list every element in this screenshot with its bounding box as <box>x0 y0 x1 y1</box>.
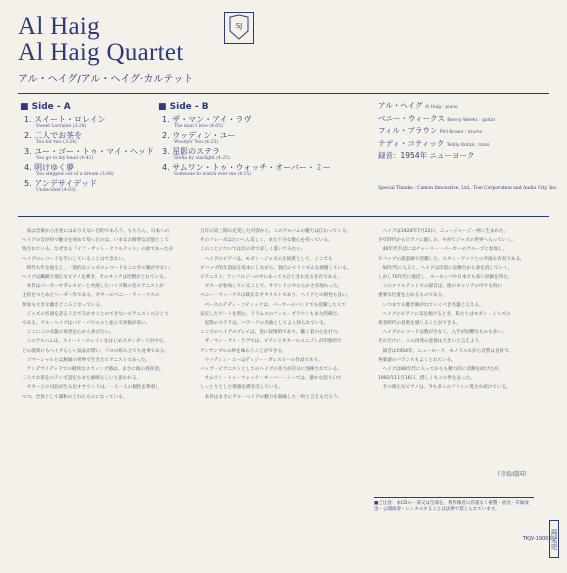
liner-notes-line: バップ・ピアニストとしてのヘイグの実力が存分に発揮されている。 <box>200 367 343 373</box>
liner-notes-line: 参加も大きな聴きどころとなっている。 <box>22 302 105 308</box>
liner-notes-line: アンサンブルの妙を味わうことができる。 <box>200 348 287 354</box>
liner-notes-line: つつ、全体として調和のとれたものになっている。 <box>22 394 128 400</box>
liner-notes-line: このクァルテットでの録音は、彼のキャリアの中でも特に <box>378 284 503 290</box>
album-title: Al Haig Quartet <box>18 39 184 66</box>
personnel-name-japanese: フィル・ブラウン <box>378 126 438 135</box>
personnel-name-japanese: ベニー・ウィークス <box>378 113 445 123</box>
liner-notes-line: 黄金時代の息吹を感じることができる。 <box>378 321 461 327</box>
liner-notes-line: それだけに、この再発の意義は大きいと言えよう。 <box>378 339 484 345</box>
track-title-english: The man I love (4:05) <box>174 124 223 129</box>
special-thanks: Special Thanks : Camon Innovative, Ltd., Toei Corporation and Audio City, Inc. <box>378 186 558 191</box>
title-block <box>18 14 193 85</box>
track-title-japanese: 3. 星影のステラ <box>162 147 221 156</box>
album-title-artist: Al Haig <box>18 13 100 40</box>
side-a-tracklist <box>24 115 154 195</box>
liner-notes-line: 星影のステラは、バラードの名曲としてよく知られている。 <box>200 321 329 327</box>
liner-notes-line: ヘイグは1924年7月22日、ニュージャージー州に生まれた。 <box>378 229 509 234</box>
personnel-name-english: Teddy Kotick : bass <box>446 142 490 148</box>
track-item <box>24 147 154 162</box>
personnel-name-japanese: アル・ヘイグ <box>378 101 423 110</box>
liner-notes-line: しかし70年代に復活し、ヨーロッパや日本でも高い評価を得た。 <box>378 275 513 281</box>
track-title-english: Sweet Lorraine (3:28) <box>36 124 87 129</box>
liner-notes-line: ピアニスト、アンソロジーの中にあってもひときわ光る存在である。 <box>200 275 342 281</box>
liner-notes-line: ギターとの対話が生み出すサウンドは、一人一人の個性を尊重し <box>22 385 160 391</box>
track-title-japanese: 2. 二人でお茶を <box>24 131 83 140</box>
liner-notes-line: 1982年11月16日、惜しくもこの世を去った。 <box>378 376 475 382</box>
liner-notes-column-2 <box>200 227 365 547</box>
liner-notes-line: である。アル・ヘイグはバド・パウエルと並んで評価が高い。 <box>22 321 151 327</box>
personnel-row <box>378 139 495 152</box>
track-title-english: You go to my head (4:42) <box>36 156 93 161</box>
liner-notes-line: 録音は1954年、ニューヨーク。モノラルながら音質は良好で、 <box>378 348 514 354</box>
track-title-japanese: 4. サムワン・トゥ・ウォッチ・オーバー・ミー <box>162 163 331 172</box>
liner-notes-line: 二人でお茶をのテンポ設定もまた素晴らしいと思われる。 <box>22 376 142 382</box>
track-title-japanese: 1. ザ・マン・アイ・ラヴ <box>162 115 252 124</box>
track-title-english: You stepped out of a dream (3:08) <box>36 172 114 177</box>
liner-notes-line: そのフレーズはたいへん美しく、また十分な歌心を持っている。 <box>200 238 333 244</box>
liner-notes-line: どの演奏にもヘイグらしい気品が漂い、ソロの組み立ても見事である。 <box>22 348 169 354</box>
copyright-notice: ■ご注意：本CDの一部又は全部を、著作権者の許諾なく複製・放送・有線放送・公開演奏・レンタルすることは法律で禁じられています。 <box>374 497 534 513</box>
personnel-name-english: Phil Brown : drums <box>439 130 483 135</box>
track-item <box>162 147 331 162</box>
personnel-list <box>378 101 495 164</box>
svg-text:SJ: SJ <box>235 22 243 30</box>
liner-notes-line: 少年時代からピアノに親しみ、やがてジャズの世界へ入っていく。 <box>378 238 516 244</box>
track-title-japanese: 3. ユー・ゴー・トゥ・マイ・ヘッド <box>24 147 154 156</box>
liner-notes-line: 残されている。なぜなら『イフ・ザット・クァルテット』の頃であったが <box>22 247 174 253</box>
liner-notes-column-1 <box>22 227 187 547</box>
track-item <box>162 163 331 178</box>
divider-bottom <box>18 216 549 217</box>
track-item <box>162 131 331 146</box>
track-title-english: Stella by starlight (4:25) <box>174 156 230 161</box>
track-title-japanese: 4. 明けゆく夢 <box>24 163 75 172</box>
liner-notes-line: 各楽器のバランスもよくとれている。 <box>378 357 456 363</box>
track-title-english: Someone to watch over me (4:15) <box>174 172 252 177</box>
liner-notes-line: ここにこの名盤の再発を心から喜びたい。 <box>22 330 114 336</box>
liner-notes-line: サムワン・トゥ・ウォッチ・オーバー・ミーでは、静かな語り口で <box>200 376 342 382</box>
track-title-japanese: 5. アンデサイデッド <box>24 179 98 188</box>
personnel-row <box>378 151 495 164</box>
liner-notes-line: その端正なピアノは、今も多くのファンに愛され続けている。 <box>378 385 511 391</box>
catalog-number: TKJV-19006 <box>523 536 552 542</box>
liner-notes-line: ヘイグのピアノは、モダン・ジャズの正統派として、ここでも <box>200 256 333 262</box>
album-title-japanese: アル・ヘイグ/アル・ヘイグ·カルテット <box>18 74 194 85</box>
liner-notes-line: 真は音楽から出発にはありえない目的であろう。もちろん、日本への <box>22 229 170 234</box>
liner-notes-line: ビバップ的な語法を基本にしながら、独自のリリシズムを展開している。 <box>200 265 352 271</box>
liner-notes-line: ジャズの名演を語るうえで欠かすことのできないピアニストのひとり <box>22 311 169 317</box>
liner-notes-line: 五年の第三期の充実した内容から、このアルバムの魅力は伝わってくる。 <box>200 229 352 234</box>
liner-notes-line: 本作はパーカーやガレスピーと共演したバップ期の名ピアニストが <box>22 284 164 290</box>
personnel-name-japanese: 録音：1954年 ニューヨーク <box>378 151 475 160</box>
liner-notes-line: 重要な位置を占めるものである。 <box>378 293 447 299</box>
liner-notes-line: いつまでも聴き継がれていくべき名盤と言える。 <box>378 302 484 308</box>
liner-notes-line: 時代も年を経ると、一般的なジャズのレコードもこの手の類が少ない。 <box>22 265 174 271</box>
liner-notes-line: このことについては次の章で詳しく書いてみたい。 <box>200 247 306 253</box>
liner-notes-line: しっとりとした情感を描き出している。 <box>200 385 283 391</box>
track-item <box>162 115 331 130</box>
label-logo-icon <box>224 12 254 44</box>
liner-notes-line: ヘイグのレコードは数が少なく、入手が困難なものも多い。 <box>378 330 507 336</box>
personnel-name-english: Al Haig : piano <box>424 105 458 110</box>
liner-notes-line: ヘイグは80年代に入ってからも精力的に活動を続けたが、 <box>378 367 504 373</box>
liner-notes-signature: （寺島靖国） <box>494 471 531 478</box>
side-a-heading: ■ Side - A <box>20 102 71 112</box>
personnel-row <box>378 114 495 127</box>
track-title-english: Tea for two (3:24) <box>36 140 77 145</box>
liner-notes-column-3 <box>378 227 543 467</box>
liner-notes-line: ヘイグのピアノに耳を傾けるとき、私たちはモダン・ジャズの <box>378 311 511 317</box>
liner-notes-line: コマーシャルとは無縁の世界で生きたピアニストであった。 <box>22 357 151 363</box>
personnel-row <box>378 126 495 139</box>
liner-notes-line: ザ・マン・アイ・ラヴでは、ピアノとギターのユニゾンが印象的で <box>200 339 342 345</box>
personnel-name-japanese: テディ・コティック <box>378 138 445 148</box>
personnel-row <box>378 101 495 114</box>
liner-notes-line: このアルバムは、スイート・ロレインをはじめスタンダードが中心。 <box>22 339 168 345</box>
liner-notes-line: ヘイグの音が持つ魅力を初めて知ったのは、いまなお鮮明な記憶として <box>22 238 169 244</box>
liner-notes-line: 40年代半ばにはチャーリー・パーカーのグループに参加し、 <box>378 247 508 253</box>
track-title-english: Woodyn' You (4:25) <box>174 140 218 145</box>
liner-notes-line: ベースのテディ・コティックは、パーカーのバンドでも活躍した人で <box>200 302 346 308</box>
liner-notes-line: ベニー・ウィークスは端正なギタリストであり、ヘイグとの相性も良い。 <box>200 293 352 299</box>
liner-notes-line: ここでのヘイグのプレイは、実に叙情的であり、聴く者の心を打つ。 <box>200 330 342 336</box>
liner-notes-line: ウッディン・ユーはディジー・ガレスピーの作品であり、 <box>200 357 323 363</box>
liner-notes-line: ビバップの最前線で活躍した。スタン・ゲッツとの共演も有名である。 <box>378 256 525 262</box>
reissue-stamp: 再発売 <box>549 520 559 558</box>
liner-notes-line: ヘイグのレコードを手にしていることはできない。 <box>22 256 128 262</box>
track-title-japanese: 1. スイート・ロレイン <box>24 115 106 124</box>
track-item <box>24 163 154 178</box>
personnel-name-english: Benny Weeks : guitar <box>447 117 496 123</box>
liner-notes-line: 50年代に入ると、ヘイグは次第に表舞台から姿を消していく。 <box>378 265 513 271</box>
track-item <box>24 115 154 130</box>
liner-notes-line: 主役をつとめたリーダー作である。ギターのベニー・ウィークスの <box>22 293 160 299</box>
liner-notes-line: ギターが参加していることで、サウンドにやわらかさが加わった。 <box>200 284 343 290</box>
liner-notes-line: 本作はまさにアル・ヘイグの魅力を凝縮した一枚と言えるだろう。 <box>200 394 343 400</box>
track-title-japanese: 2. ウッディン・ユー <box>162 131 236 140</box>
liner-notes-line: アンデサイデッドでの軽快なスウィング感は、まさに彼の真骨頂。 <box>22 367 164 373</box>
side-b-tracklist <box>162 115 331 179</box>
track-item <box>24 131 154 146</box>
track-item <box>24 179 154 194</box>
liner-notes-line: ヘイグは繊細で端正なピアノを弾き、そのタッチは均整がとれている。 <box>22 275 169 281</box>
track-title-english: Undecided (4:03) <box>36 188 76 193</box>
liner-notes-line: 安定したビートを刻む。ドラムスのフィル・ブラウンもまた的確だ。 <box>200 311 342 317</box>
side-b-heading: ■ Side - B <box>158 102 209 112</box>
divider-top <box>18 93 549 94</box>
